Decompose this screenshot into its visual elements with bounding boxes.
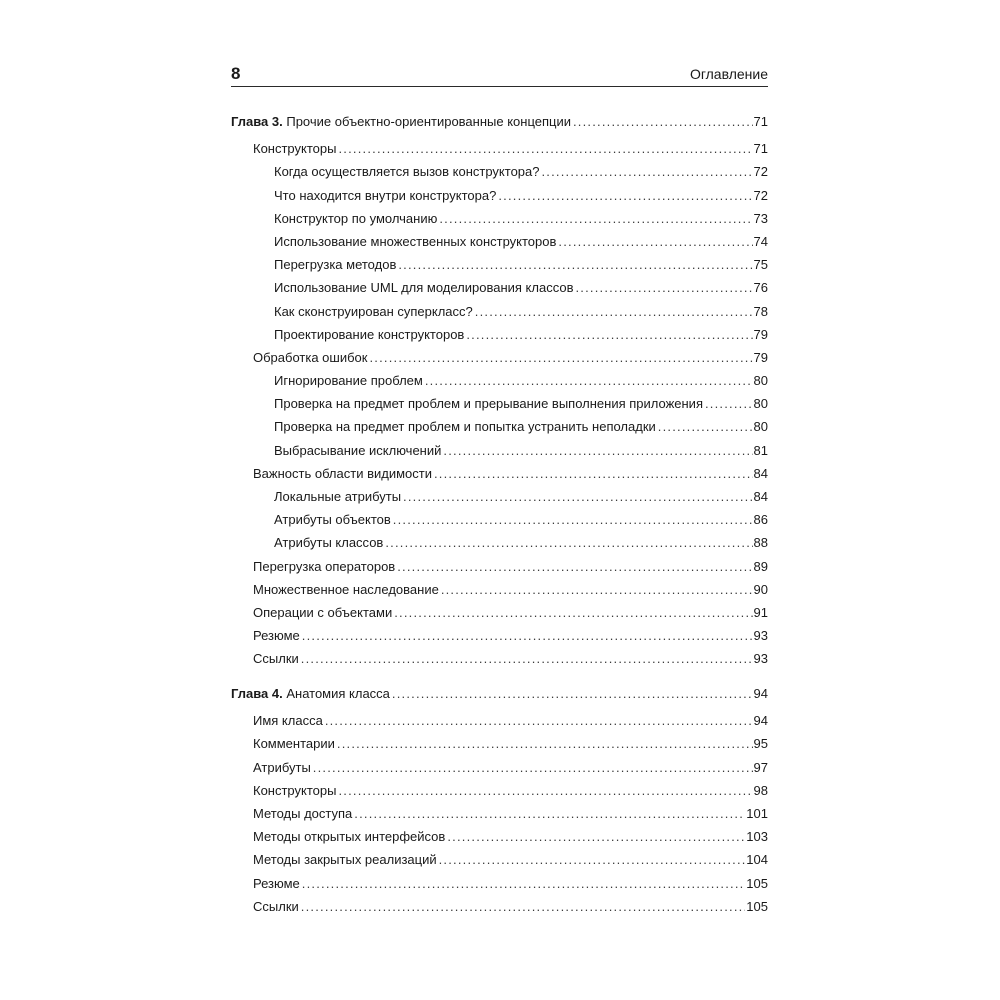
- toc-subsection[interactable]: [231, 276, 768, 299]
- entry-title: Конструкторы: [253, 141, 337, 157]
- entry-title: Комментарии: [253, 736, 335, 752]
- section-title: Оглавление: [689, 66, 768, 82]
- dot-leader: [369, 346, 752, 369]
- dot-leader: [337, 732, 753, 755]
- entry-title: Когда осуществляется вызов конструктора?: [274, 164, 540, 180]
- dot-leader: [301, 895, 746, 918]
- page-ref: 84: [753, 489, 768, 504]
- dot-leader: [705, 392, 753, 415]
- toc-subsection[interactable]: [231, 439, 768, 462]
- dot-leader: [403, 485, 752, 508]
- chapter-title: [231, 682, 390, 705]
- dot-leader: [498, 184, 752, 207]
- entry-title: Атрибуты объектов: [274, 512, 391, 528]
- page-ref: 103: [746, 829, 768, 845]
- page-ref: 94: [753, 686, 768, 701]
- entry-title: Атрибуты: [253, 759, 311, 775]
- page-ref: 72: [753, 187, 768, 203]
- page-ref: 74: [753, 233, 768, 249]
- toc-subsection[interactable]: [231, 184, 768, 207]
- toc-section[interactable]: [231, 647, 768, 670]
- toc-subsection[interactable]: [231, 323, 768, 346]
- book-page: [231, 0, 768, 1000]
- page-ref: 79: [753, 326, 768, 342]
- page-ref: 94: [753, 713, 768, 729]
- page-ref: 81: [753, 442, 768, 458]
- chapter-name: Анатомия класса: [286, 686, 390, 701]
- dot-leader: [558, 230, 752, 253]
- toc-section[interactable]: [231, 346, 768, 369]
- entry-title: Атрибуты классов: [274, 535, 384, 551]
- toc-section[interactable]: [231, 601, 768, 624]
- chapter-4-block: [231, 682, 768, 918]
- dot-leader: [354, 802, 745, 825]
- entry-title: Как сконструирован суперкласс?: [274, 303, 473, 319]
- entry-title: Важность области видимости: [253, 465, 432, 481]
- page-ref: 72: [753, 164, 768, 180]
- page-ref: 79: [753, 349, 768, 365]
- dot-leader: [439, 848, 746, 871]
- toc-subsection[interactable]: [231, 230, 768, 253]
- toc-section[interactable]: [231, 802, 768, 825]
- toc-section[interactable]: [231, 732, 768, 755]
- entry-title: Проверка на предмет проблем и попытка устранить неполадки: [274, 419, 656, 435]
- dot-leader: [475, 300, 753, 323]
- page-ref: 73: [753, 210, 768, 226]
- dot-leader: [338, 779, 752, 802]
- dot-leader: [394, 601, 752, 624]
- dot-leader: [439, 207, 752, 230]
- entry-title: Методы открытых интерфейсов: [253, 829, 446, 845]
- toc-subsection[interactable]: [231, 369, 768, 392]
- entry-title: Игнорирование проблем: [274, 373, 423, 389]
- page-ref: 76: [753, 280, 768, 296]
- entry-title: Обработка ошибок: [253, 349, 368, 365]
- page-ref: 105: [746, 898, 768, 914]
- page-ref: 71: [753, 141, 768, 157]
- toc-subsection[interactable]: [231, 392, 768, 415]
- toc-section[interactable]: [231, 848, 768, 871]
- page-ref: 80: [753, 419, 768, 435]
- toc-subsection[interactable]: [231, 508, 768, 531]
- page-ref: 90: [753, 581, 768, 597]
- dot-leader: [313, 756, 753, 779]
- dot-leader: [425, 369, 753, 392]
- toc-section[interactable]: [231, 709, 768, 732]
- page-ref: 80: [753, 373, 768, 389]
- toc-subsection[interactable]: [231, 160, 768, 183]
- toc-section[interactable]: [231, 895, 768, 918]
- entry-title: Операции с объектами: [253, 604, 393, 620]
- entry-title: Проектирование конструкторов: [274, 326, 465, 342]
- toc-section[interactable]: [231, 555, 768, 578]
- page-ref: 105: [746, 875, 768, 891]
- toc-subsection[interactable]: [231, 300, 768, 323]
- toc-section[interactable]: [231, 137, 768, 160]
- chapter-title: [231, 110, 571, 133]
- entry-title: Выбрасывание исключений: [274, 442, 442, 458]
- toc-section[interactable]: [231, 825, 768, 848]
- toc-section[interactable]: [231, 462, 768, 485]
- dot-leader: [302, 872, 746, 895]
- page-ref: 88: [753, 535, 768, 551]
- chapter-label: Глава 3.: [231, 114, 283, 129]
- dot-leader: [301, 647, 753, 670]
- dot-leader: [466, 323, 752, 346]
- dot-leader: [397, 555, 752, 578]
- dot-leader: [398, 253, 752, 276]
- entry-title: Использование множественных конструкторов: [274, 233, 557, 249]
- toc-subsection[interactable]: [231, 207, 768, 230]
- entry-title: Имя класса: [253, 713, 323, 729]
- dot-leader: [434, 462, 753, 485]
- dot-leader: [576, 276, 753, 299]
- chapter-name: Прочие объектно-ориентированные концепции: [286, 114, 571, 129]
- dot-leader: [393, 508, 753, 531]
- page-ref: 101: [746, 805, 768, 821]
- dot-leader: [443, 439, 752, 462]
- entry-title: Ссылки: [253, 651, 299, 667]
- page-ref: 84: [753, 465, 768, 481]
- page-ref: 86: [753, 512, 768, 528]
- dot-leader: [385, 531, 752, 554]
- entry-title: Резюме: [253, 628, 300, 644]
- toc-section[interactable]: [231, 756, 768, 779]
- entry-title: Локальные атрибуты: [274, 489, 402, 504]
- entry-title: Конструкторы: [253, 782, 337, 798]
- page-ref: 104: [746, 852, 768, 868]
- page-ref: 98: [753, 782, 768, 798]
- entry-title: Методы закрытых реализаций: [253, 852, 437, 868]
- chapter-label: Глава 4.: [231, 686, 283, 701]
- toc-subsection[interactable]: [231, 415, 768, 438]
- page-ref: 95: [753, 736, 768, 752]
- entry-title: Перегрузка операторов: [253, 558, 396, 574]
- toc-section[interactable]: [231, 779, 768, 802]
- chapter-heading[interactable]: [231, 110, 768, 133]
- toc-section[interactable]: [231, 624, 768, 647]
- dot-leader: [542, 160, 753, 183]
- page-number: 8: [231, 64, 241, 83]
- page-ref: 78: [753, 303, 768, 319]
- chapter-3-block: [231, 110, 768, 671]
- page-ref: 71: [753, 114, 768, 129]
- page-ref: 75: [753, 257, 768, 273]
- entry-title: Конструктор по умолчанию: [274, 210, 438, 226]
- toc-subsection[interactable]: [231, 485, 768, 508]
- dot-leader: [392, 682, 753, 705]
- toc-subsection[interactable]: [231, 253, 768, 276]
- dot-leader: [447, 825, 745, 848]
- dot-leader: [658, 415, 753, 438]
- running-header: [231, 62, 768, 87]
- page-ref: 80: [753, 396, 768, 412]
- page-ref: 91: [753, 604, 768, 620]
- page-ref: 97: [753, 759, 768, 775]
- page-ref: 93: [753, 651, 768, 667]
- toc-subsection[interactable]: [231, 531, 768, 554]
- dot-leader: [325, 709, 753, 732]
- dot-leader: [441, 578, 753, 601]
- page-ref: 93: [753, 628, 768, 644]
- toc-section[interactable]: [231, 578, 768, 601]
- dot-leader: [573, 110, 753, 133]
- entry-title: Ссылки: [253, 898, 299, 914]
- entry-title: Методы доступа: [253, 805, 353, 821]
- dot-leader: [302, 624, 753, 647]
- entry-title: Множественное наследование: [253, 581, 439, 597]
- chapter-heading[interactable]: [231, 682, 768, 705]
- entry-title: Что находится внутри конструктора?: [274, 187, 497, 203]
- toc-section[interactable]: [231, 872, 768, 895]
- dot-leader: [338, 137, 752, 160]
- entry-title: Проверка на предмет проблем и прерывание выполнения приложения: [274, 396, 703, 412]
- page-ref: 89: [753, 558, 768, 574]
- entry-title: Перегрузка методов: [274, 257, 397, 273]
- entry-title: Использование UML для моделирования классов: [274, 280, 574, 296]
- entry-title: Резюме: [253, 875, 300, 891]
